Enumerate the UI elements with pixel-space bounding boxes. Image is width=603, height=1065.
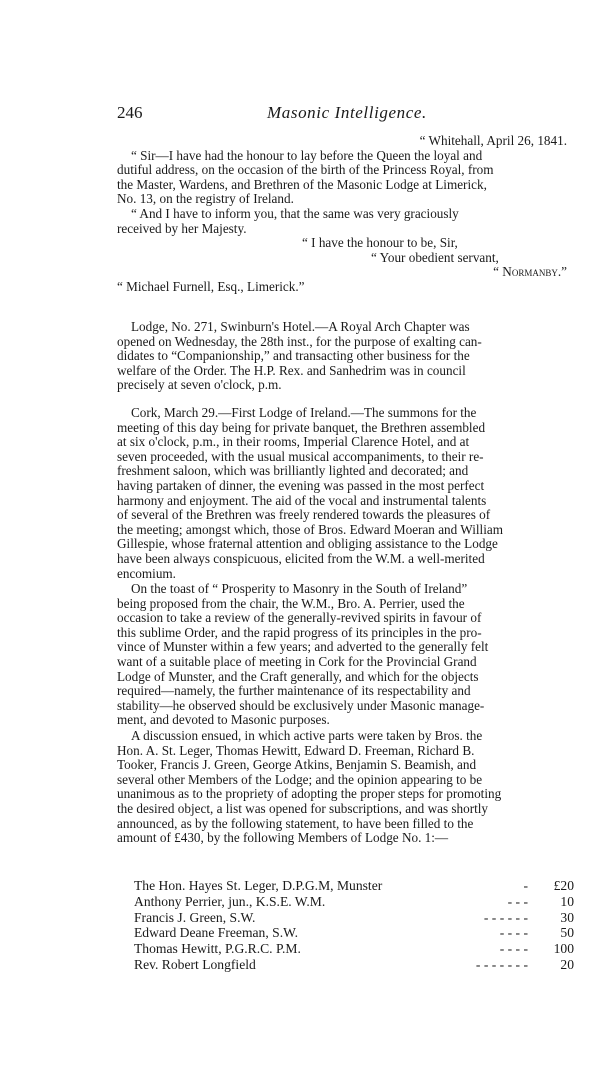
subscription-amount: 100	[553, 941, 574, 957]
paragraph-line: have been always conspicuous, elicited from the W.M. a well-merited	[117, 551, 485, 566]
paragraph-line: Lodge of Munster, and the Craft generally, and which for the objects	[117, 669, 479, 684]
paragraph-line: this sublime Order, and the rapid progress of its principles in the pro-	[117, 625, 482, 640]
signature: “ Normanby.”	[493, 265, 567, 280]
letter-line: received by her Majesty.	[117, 221, 247, 236]
letter-line: No. 13, on the registry of Ireland.	[117, 192, 294, 207]
paragraph-line: required—namely, the further maintenance of its respectability and	[117, 684, 471, 699]
leader-dashes: -	[523, 878, 528, 893]
paragraph-line: Cork, March 29.—First Lodge of Ireland.—The summons for the	[131, 406, 477, 420]
paragraph-line: Lodge, No. 271, Swinburn's Hotel.—A Royal Arch Chapter was	[131, 320, 470, 334]
subscription-row	[134, 941, 574, 957]
leader-dashes: - - - - - -	[483, 909, 528, 925]
paragraph-line: On the toast of “ Prosperity to Masonry in the South of Ireland”	[131, 582, 468, 596]
paragraph-line: meeting of this day being for private banquet, the Brethren assembled	[117, 420, 486, 435]
paragraph-line: unanimous as to the propriety of adopting the proper steps for promoting	[117, 787, 502, 802]
leader-dashes: - - - - - - -	[475, 956, 528, 972]
paragraph-line: at six o'clock, p.m., in their rooms, Imperial Clarence Hotel, and at	[117, 435, 470, 450]
paragraph-line: the desired object, a list was opened for subscriptions, and was shortly	[117, 801, 489, 816]
paragraph-line: being proposed from the chair, the W.M., Bro. A. Perrier, used the	[117, 596, 465, 611]
paragraph-line: didates to “Companionship,” and transacting other business for the	[117, 349, 470, 364]
subscription-row	[134, 894, 574, 910]
paragraph-line: seven proceeded, with the usual musical accompaniments, to their re-	[117, 449, 484, 464]
subscription-amount: 10	[560, 893, 574, 909]
toast-paragraph	[117, 582, 575, 728]
subscription-row	[134, 925, 574, 941]
subscriber-name: The Hon. Hayes St. Leger, D.P.G.M, Munster	[134, 878, 383, 893]
paragraph-line: precisely at seven o'clock, p.m.	[117, 378, 282, 393]
letter-line: dutiful address, on the occasion of the birth of the Princess Royal, from	[117, 163, 494, 178]
cork-paragraph	[117, 406, 575, 581]
letter-line: the Master, Wardens, and Brethren of the Masonic Lodge at Limerick,	[117, 177, 487, 192]
lodge-paragraph	[117, 320, 575, 393]
paragraph-line: want of a suitable place of meeting in Cork for the Provincial Grand	[117, 654, 477, 669]
letter	[117, 134, 575, 295]
paragraph-line: the meeting; amongst which, those of Bros. Edward Moeran and William	[117, 522, 503, 537]
paragraph-line: freshment saloon, which was brilliantly lighted and decorated; and	[117, 464, 469, 479]
page-header	[117, 103, 577, 127]
closing-line: “ I have the honour to be, Sir,	[302, 236, 458, 251]
subscription-row	[134, 910, 574, 926]
paragraph-line: harmony and enjoyment. The aid of the vocal and instrumental talents	[117, 493, 487, 508]
subscription-row	[134, 957, 574, 973]
paragraph-line: several other Members of the Lodge; and the opinion appearing to be	[117, 772, 483, 787]
subscription-amount: 50	[560, 925, 574, 941]
letter-line: “ Sir—I have had the honour to lay before the Queen the loyal and	[131, 148, 483, 163]
subscription-amount: 30	[560, 909, 574, 925]
leader-dashes: - - - -	[499, 925, 528, 941]
paragraph-line: ment, and devoted to Masonic purposes.	[117, 713, 330, 728]
addressee: “ Michael Furnell, Esq., Limerick.”	[117, 279, 305, 294]
subscription-amount: £20	[553, 878, 574, 893]
running-title: Masonic Intelligence.	[267, 103, 427, 122]
paragraph-line: occasion to take a review of the generally-revived spirits in favour of	[117, 611, 482, 626]
dateline: “ Whitehall, April 26, 1841.	[419, 134, 567, 148]
subscriber-name: Rev. Robert Longfield	[134, 956, 256, 972]
subscription-amount: 20	[560, 956, 574, 972]
paragraph-line: Tooker, Francis J. Green, George Atkins, Benjamin S. Beamish, and	[117, 758, 477, 773]
paragraph-line: welfare of the Order. The H.P. Rex. and Sanhedrim was in council	[117, 363, 466, 378]
paragraph-line: opened on Wednesday, the 28th inst., for the purpose of exalting can-	[117, 334, 482, 349]
subscription-row	[134, 878, 574, 894]
paragraph-line: stability—he observed should be exclusively under Masonic manage-	[117, 698, 485, 713]
subscription-list	[134, 878, 574, 973]
paragraph-line: A discussion ensued, in which active parts were taken by Bros. the	[131, 729, 483, 743]
leader-dashes: - - - -	[499, 941, 528, 957]
letter-line: “ And I have to inform you, that the same was very graciously	[131, 206, 459, 221]
paragraph-line: vince of Munster within a few years; and adverted to the generally felt	[117, 640, 489, 655]
subscriber-name: Anthony Perrier, jun., K.S.E. W.M.	[134, 893, 326, 909]
paragraph-line: Gillespie, whose fraternal attention and obliging assistance to the Lodge	[117, 537, 498, 552]
paragraph-line: having partaken of dinner, the evening was passed in the most perfect	[117, 478, 485, 493]
paragraph-line: amount of £430, by the following Members of Lodge No. 1:—	[117, 831, 449, 846]
subscriber-name: Francis J. Green, S.W.	[134, 909, 256, 925]
paragraph-line: announced, as by the following statement, to have been filled to the	[117, 816, 474, 831]
page-number: 246	[117, 103, 143, 122]
closing-line: “ Your obedient servant,	[371, 250, 499, 265]
subscriber-name: Edward Deane Freeman, S.W.	[134, 925, 299, 941]
discussion-paragraph	[117, 729, 575, 846]
paragraph-line: encomium.	[117, 566, 176, 581]
paragraph-line: Hon. A. St. Leger, Thomas Hewitt, Edward D. Freeman, Richard B.	[117, 743, 475, 758]
paragraph-line: of several of the Brethren was freely rendered towards the pleasures of	[117, 508, 491, 523]
subscriber-name: Thomas Hewitt, P.G.R.C. P.M.	[134, 941, 301, 957]
leader-dashes: - - -	[507, 893, 528, 909]
